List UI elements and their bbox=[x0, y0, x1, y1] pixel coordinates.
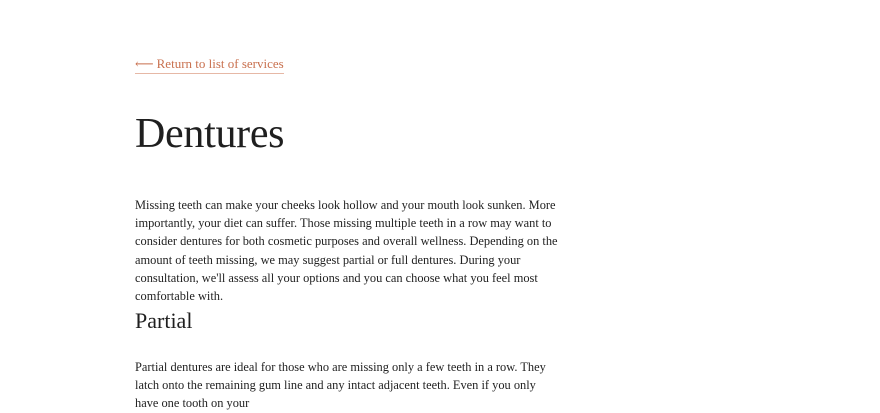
section-paragraph-partial: Partial dentures are ideal for those who are missing only a few teeth in a row. They latch onto the remaining gum line and any intact adjacent teeth. Even if you only have one tooth on your bbox=[135, 360, 546, 411]
intro-paragraph: Missing teeth can make your cheeks look hollow and your mouth look sunken. More importantly, your diet can suffer. Those missing multiple teeth in a row may want to consider dentures for both cosmetic purposes and overall wellness. Depending on the amount of teeth missing, we may suggest partial or full dentures. During your consultation, we'll assess all your options and you can choose what you feel most comfortable with. bbox=[135, 198, 558, 304]
return-to-services-link[interactable] bbox=[135, 56, 284, 74]
section-heading-partial: Partial bbox=[135, 308, 193, 333]
left-arrow-icon: ⟵ bbox=[135, 56, 154, 71]
page-title: Dentures bbox=[135, 111, 285, 157]
return-link-label: Return to list of services bbox=[156, 56, 284, 71]
